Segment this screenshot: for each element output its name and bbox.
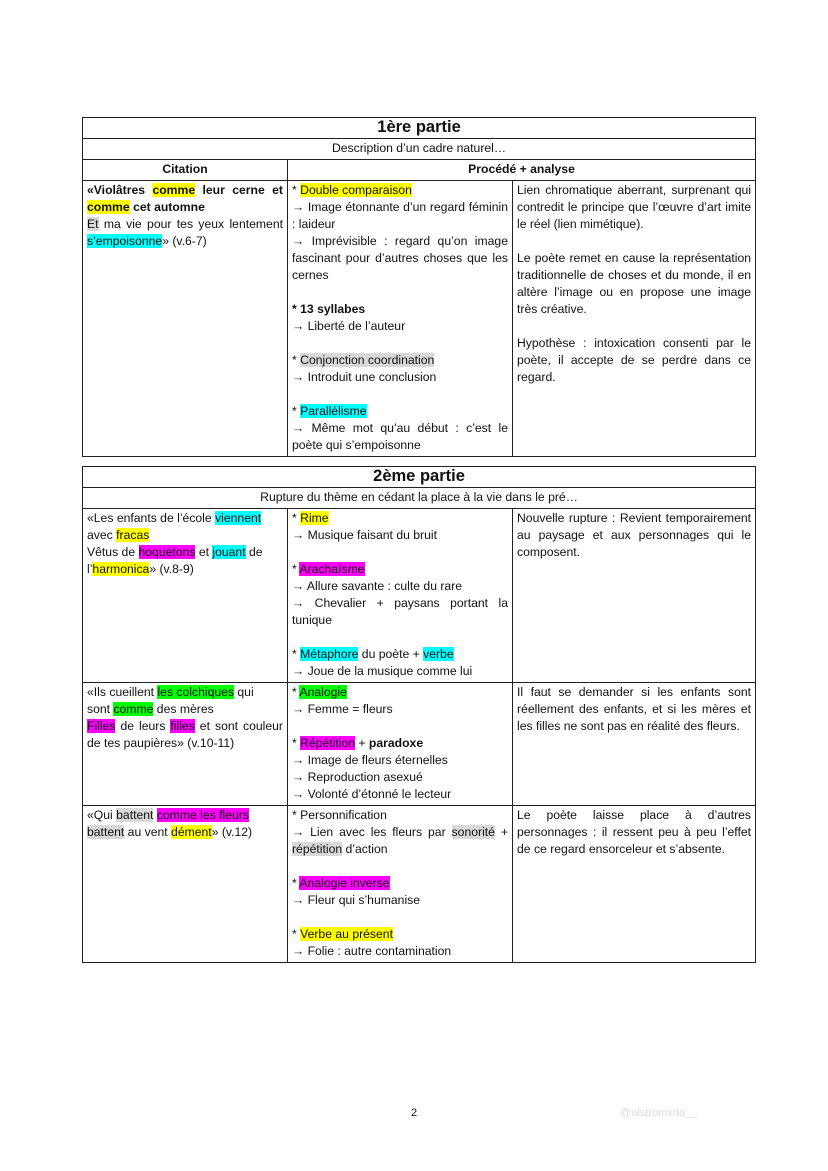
procede-item: * Métaphore du poète + verbe: [292, 647, 454, 661]
procede-item: * Personnification: [292, 808, 387, 822]
citation-text: «Qui battent comme les fleurs battent au vent dément» (v.12): [87, 808, 253, 839]
part2-row2-analyse-cell: [513, 683, 756, 806]
procede-item: * Double comparaison: [292, 183, 412, 197]
citation-line: Vêtus de hoquetons et jouant de: [87, 545, 263, 559]
part1-title: 1ère partie: [83, 118, 756, 139]
part2-subtitle: Rupture du thème en cédant la place à la vie dans le pré…: [83, 488, 756, 509]
part2-table: [82, 466, 756, 963]
procede-detail: → Lien avec les fleurs par sonorité + répétition d’action: [292, 825, 508, 856]
procede-detail: → Chevalier + paysans portant la tunique: [292, 596, 508, 627]
procede-item: * Analogie inverse: [292, 876, 390, 890]
citation-line: «Les enfants de l’école viennent: [87, 511, 262, 525]
procede-detail: → Image étonnante d’un regard féminin : laideur: [292, 200, 508, 231]
column-header-citation: Citation: [83, 160, 288, 181]
watermark: @alstromxria__: [620, 1107, 698, 1119]
procede-item: * Analogie: [292, 685, 347, 699]
procede-detail: → Musique faisant du bruit: [292, 528, 437, 542]
citation-line: l’harmonica» (v.8-9): [87, 562, 194, 576]
part2-row2-procede-cell: [288, 683, 513, 806]
procede-detail: → Allure savante : culte du rare: [292, 579, 463, 593]
analyse-paragraph: Le poète laisse place à d’autres personnages : il ressent peu à peu l’effet de ce regard ensorceleur et s’absente.: [517, 808, 752, 856]
part2-row3-citation-cell: [83, 806, 288, 963]
part2-row1-analyse-cell: [513, 509, 756, 683]
citation-text: «Ils cueillent les colchiques qui sont comme des mères Filles de leurs filles et sont couleur de tes paupières» (v.10-11): [87, 685, 283, 750]
part1-analyse-cell: [513, 181, 756, 457]
procede-detail: → Imprévisible : regard qu’on image fascinant pour d’autres choses que les cernes: [292, 234, 508, 282]
procede-detail: → Fleur qui s’humanise: [292, 893, 421, 907]
part1-citation-cell: [83, 181, 288, 457]
part2-row3-procede-cell: [288, 806, 513, 963]
procede-item: * Arachaïsme: [292, 562, 365, 576]
procede-detail: → Folie : autre contamination: [292, 944, 452, 958]
procede-detail: → Liberté de l’auteur: [292, 319, 406, 333]
part2-row3-analyse-cell: [513, 806, 756, 963]
procede-item: * Rime: [292, 511, 329, 525]
procede-detail: → Joue de la musique comme lui: [292, 664, 473, 678]
analyse-paragraph: Il faut se demander si les enfants sont réellement des enfants, et si les mères et les filles ne sont pas en réalité des fleurs.: [517, 685, 752, 733]
citation-line: avec fracas: [87, 528, 150, 542]
analyse-paragraph: Le poète remet en cause la représentation traditionnelle de choses et du monde, il en altère l’image ou en propose une image très créative.: [517, 251, 752, 316]
analyse-paragraph: Nouvelle rupture : Revient temporairement au paysage et aux personnages qui le composent.: [517, 511, 752, 559]
procede-item: * Verbe au présent: [292, 927, 393, 941]
procede-detail: → Introduit une conclusion: [292, 370, 437, 384]
analyse-paragraph: Hypothèse : intoxication consenti par le poète, il accepte de se perdre dans ce regard.: [517, 336, 752, 384]
procede-item: * 13 syllabes: [292, 302, 366, 316]
procede-item: * Parallélisme: [292, 404, 367, 418]
procede-item: * Conjonction coordination: [292, 353, 435, 367]
part1-table: [82, 117, 756, 457]
procede-detail: → Volonté d’étonné le lecteur: [292, 787, 452, 801]
part2-row1-citation-cell: [83, 509, 288, 683]
procede-detail: → Image de fleurs éternelles: [292, 753, 448, 767]
page-number: 2: [410, 1107, 418, 1119]
procede-detail: → Reproduction asexué: [292, 770, 423, 784]
column-header-procede: Procédé + analyse: [288, 160, 756, 181]
procede-detail: → Femme = fleurs: [292, 702, 393, 716]
analyse-paragraph: Lien chromatique aberrant, surprenant qui contredit le principe que l’œuvre d’art imite le réel (lien mimétique).: [517, 183, 752, 231]
part2-title: 2ème partie: [83, 467, 756, 488]
part1-subtitle: Description d’un cadre naturel…: [83, 139, 756, 160]
part2-row2-citation-cell: [83, 683, 288, 806]
citation-text: «Violâtres comme leur cerne et comme cet automne: [87, 183, 283, 214]
procede-detail: → Même mot qu’au début : c’est le poète qui s’empoisonne: [292, 421, 508, 452]
citation-text-line2: Et ma vie pour tes yeux lentement s’empoisonne» (v.6-7): [87, 217, 283, 248]
procede-item: * Répétition + paradoxe: [292, 736, 424, 750]
part1-procede-cell: [288, 181, 513, 457]
part2-row1-procede-cell: [288, 509, 513, 683]
